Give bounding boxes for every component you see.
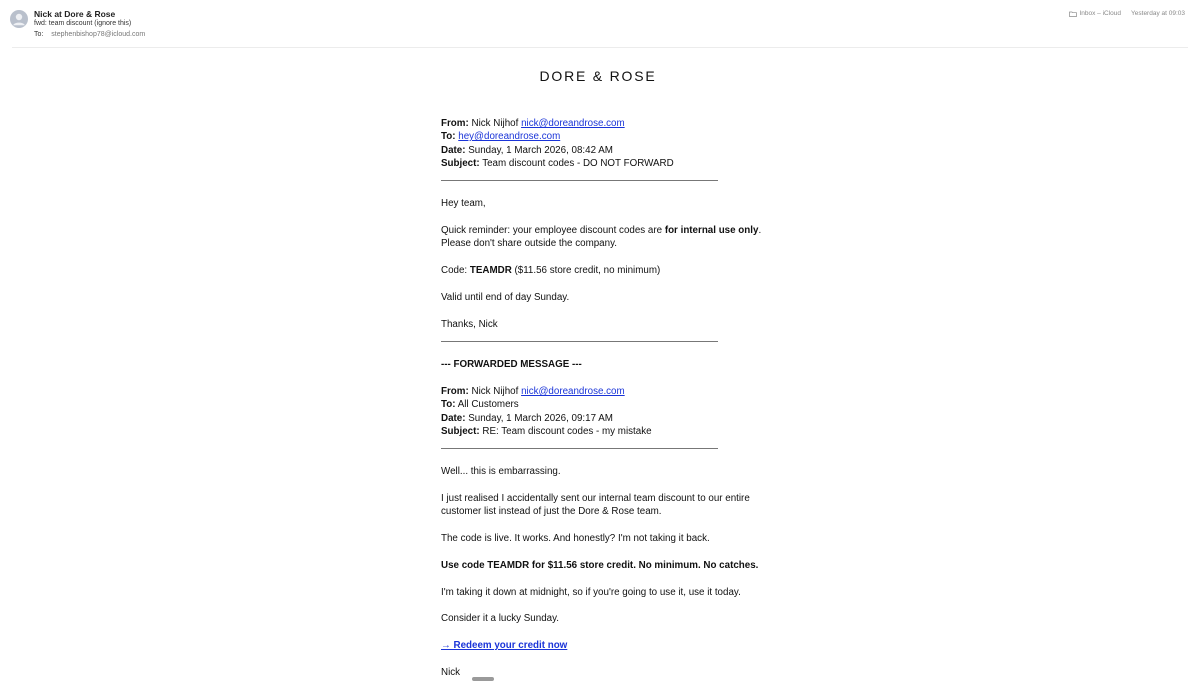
- mailbox-folder[interactable]: [1069, 10, 1121, 17]
- reminder-pre: Quick reminder: your employee discount codes are: [441, 225, 665, 236]
- fwd-paragraph-2-line1: I just realised I accidentally sent our internal team discount to our entire: [441, 493, 750, 504]
- orig-subject: Team discount codes - DO NOT FORWARD: [482, 158, 674, 169]
- fwd-subject-label: Subject:: [441, 426, 480, 437]
- orig-date-line: [441, 144, 613, 157]
- fwd-from-label: From:: [441, 386, 469, 397]
- orig-from-label: From:: [441, 118, 469, 129]
- orig-from-name: Nick Nijhof: [471, 118, 519, 129]
- timestamp: Yesterday at 09:03: [1131, 10, 1185, 17]
- fwd-date-label: Date:: [441, 413, 466, 424]
- fwd-to-line: [441, 398, 519, 411]
- fwd-paragraph-5: I'm taking it down at midnight, so if you're going to use it, use it today.: [441, 587, 741, 598]
- orig-to-email-link[interactable]: hey@doreandrose.com: [458, 131, 561, 142]
- code-detail: ($11.56 store credit, no minimum): [511, 265, 661, 276]
- separator-rule: [441, 341, 718, 342]
- code-label: Code:: [441, 265, 470, 276]
- fwd-paragraph-4: [441, 559, 758, 572]
- orig-subject-label: Subject:: [441, 158, 480, 169]
- recipient-row: [34, 31, 145, 38]
- fwd-from-name: Nick Nijhof: [471, 386, 519, 397]
- fwd-date: Sunday, 1 March 2026, 09:17 AM: [468, 413, 613, 424]
- orig-from-line: [441, 117, 625, 130]
- orig-to-label: To:: [441, 131, 456, 142]
- fwd-paragraph-6: Consider it a lucky Sunday.: [441, 613, 559, 624]
- orig-subject-line: [441, 157, 674, 170]
- header-divider: [12, 47, 1188, 48]
- fwd-paragraph-1: Well... this is embarrassing.: [441, 466, 561, 477]
- brand-logo: DORE & ROSE: [539, 68, 657, 84]
- code-line: [441, 264, 660, 277]
- orig-to-line: [441, 130, 560, 143]
- fwd-to: All Customers: [457, 399, 519, 410]
- reminder-bold: for internal use only: [664, 225, 759, 236]
- fwd-subject-line: [441, 425, 652, 438]
- fwd-subject: RE: Team discount codes - my mistake: [482, 426, 652, 437]
- separator-rule: [441, 180, 718, 181]
- orig-date: Sunday, 1 March 2026, 08:42 AM: [468, 145, 613, 156]
- reminder-line1: [441, 224, 761, 237]
- sender-name[interactable]: Nick at Dore & Rose: [34, 9, 116, 19]
- signoff: Thanks, Nick: [441, 319, 498, 330]
- fwd-date-line: [441, 412, 613, 425]
- separator-rule: [441, 448, 718, 449]
- fwd-paragraph-3: The code is live. It works. And honestly? I'm not taking it back.: [441, 533, 710, 544]
- fwd-paragraph-2-line2: customer list instead of just the Dore & Rose team.: [441, 506, 662, 517]
- reminder-post: .: [758, 225, 762, 236]
- fwd-from-email-link[interactable]: nick@doreandrose.com: [521, 386, 625, 397]
- message-meta: [1069, 10, 1185, 17]
- scrollbar-thumb[interactable]: [472, 677, 494, 681]
- fwd-to-label: To:: [441, 399, 456, 410]
- orig-date-label: Date:: [441, 145, 466, 156]
- recipient-address[interactable]: stephenbishop78@icloud.com: [51, 31, 146, 38]
- discount-code: TEAMDR: [469, 265, 512, 276]
- fwd-paragraph-4-text: Use code TEAMDR for $11.56 store credit. No minimum. No catches.: [441, 560, 759, 571]
- greeting: Hey team,: [441, 198, 486, 209]
- folder-icon: [1069, 11, 1077, 17]
- message-header: [0, 0, 1200, 48]
- redeem-credit-link[interactable]: → Redeem your credit now: [441, 640, 568, 651]
- message-subject: fwd: team discount (ignore this): [34, 20, 132, 27]
- reminder-line2: Please don't share outside the company.: [441, 238, 617, 249]
- valid-line: Valid until end of day Sunday.: [441, 292, 570, 303]
- to-label: To:: [34, 31, 44, 38]
- signature: Nick: [441, 667, 461, 678]
- forwarded-heading-text: --- FORWARDED MESSAGE ---: [441, 359, 582, 370]
- folder-label: Inbox – iCloud: [1079, 10, 1122, 17]
- fwd-from-line: [441, 385, 625, 398]
- avatar: [10, 10, 28, 28]
- cta-line: [441, 639, 567, 652]
- forwarded-heading: [441, 358, 582, 371]
- orig-from-email-link[interactable]: nick@doreandrose.com: [521, 118, 625, 129]
